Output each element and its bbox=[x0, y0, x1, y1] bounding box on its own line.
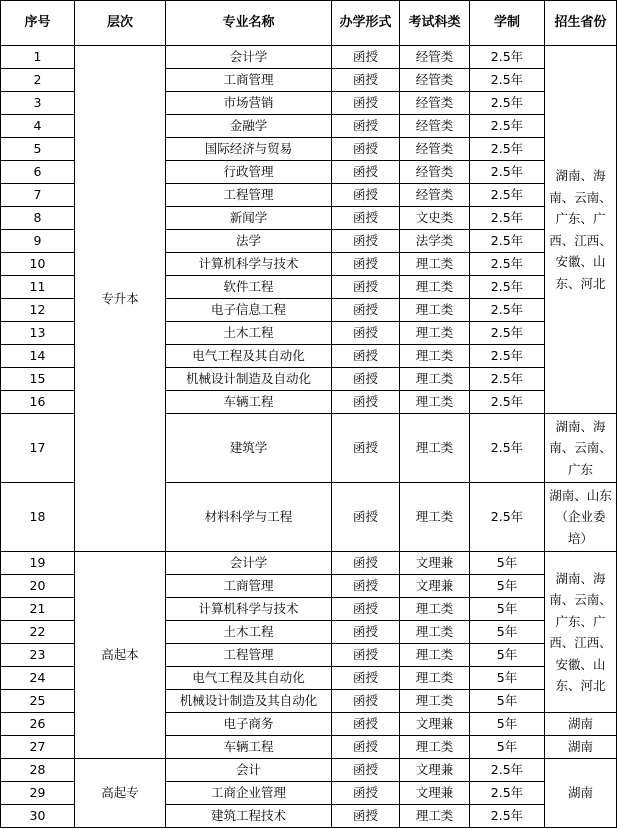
major-name: 材料科学与工程 bbox=[166, 483, 332, 552]
major-name: 金融学 bbox=[166, 115, 332, 138]
exam-category: 理工类 bbox=[400, 805, 470, 828]
major-name: 土木工程 bbox=[166, 621, 332, 644]
major-name: 机械设计制造及自动化 bbox=[166, 368, 332, 391]
exam-category: 理工类 bbox=[400, 414, 470, 483]
exam-category: 理工类 bbox=[400, 644, 470, 667]
level-cell-upgrade: 专升本 bbox=[75, 46, 166, 552]
row-number: 18 bbox=[1, 483, 75, 552]
study-years: 5年 bbox=[470, 621, 545, 644]
provinces-cell: 湖南 bbox=[545, 759, 617, 828]
header-no: 序号 bbox=[1, 1, 75, 46]
row-number: 24 bbox=[1, 667, 75, 690]
table-row bbox=[1, 46, 617, 69]
exam-category: 文理兼 bbox=[400, 713, 470, 736]
major-name: 建筑学 bbox=[166, 414, 332, 483]
study-form: 函授 bbox=[332, 736, 400, 759]
major-name: 电气工程及其自动化 bbox=[166, 667, 332, 690]
row-number: 8 bbox=[1, 207, 75, 230]
exam-category: 文理兼 bbox=[400, 575, 470, 598]
study-years: 5年 bbox=[470, 644, 545, 667]
header-row bbox=[1, 1, 617, 46]
major-name: 车辆工程 bbox=[166, 391, 332, 414]
row-number: 7 bbox=[1, 184, 75, 207]
exam-category: 文理兼 bbox=[400, 759, 470, 782]
major-name: 土木工程 bbox=[166, 322, 332, 345]
row-number: 23 bbox=[1, 644, 75, 667]
row-number: 12 bbox=[1, 299, 75, 322]
major-name: 行政管理 bbox=[166, 161, 332, 184]
study-form: 函授 bbox=[332, 782, 400, 805]
study-form: 函授 bbox=[332, 299, 400, 322]
study-form: 函授 bbox=[332, 92, 400, 115]
study-years: 2.5年 bbox=[470, 207, 545, 230]
header-level: 层次 bbox=[75, 1, 166, 46]
exam-category: 理工类 bbox=[400, 253, 470, 276]
study-years: 2.5年 bbox=[470, 759, 545, 782]
study-years: 2.5年 bbox=[470, 115, 545, 138]
level-cell-high-to-college: 高起专 bbox=[75, 759, 166, 828]
exam-category: 经管类 bbox=[400, 46, 470, 69]
study-years: 5年 bbox=[470, 552, 545, 575]
study-years: 5年 bbox=[470, 736, 545, 759]
row-number: 11 bbox=[1, 276, 75, 299]
exam-category: 理工类 bbox=[400, 667, 470, 690]
study-form: 函授 bbox=[332, 483, 400, 552]
exam-category: 文史类 bbox=[400, 207, 470, 230]
study-years: 5年 bbox=[470, 667, 545, 690]
study-years: 2.5年 bbox=[470, 253, 545, 276]
study-years: 5年 bbox=[470, 690, 545, 713]
row-number: 14 bbox=[1, 345, 75, 368]
row-number: 20 bbox=[1, 575, 75, 598]
row-number: 30 bbox=[1, 805, 75, 828]
study-years: 2.5年 bbox=[470, 299, 545, 322]
major-name: 机械设计制造及其自动化 bbox=[166, 690, 332, 713]
row-number: 26 bbox=[1, 713, 75, 736]
provinces-cell: 湖南 bbox=[545, 736, 617, 759]
major-name: 电气工程及其自动化 bbox=[166, 345, 332, 368]
row-number: 4 bbox=[1, 115, 75, 138]
study-form: 函授 bbox=[332, 345, 400, 368]
header-provinces: 招生省份 bbox=[545, 1, 617, 46]
row-number: 17 bbox=[1, 414, 75, 483]
study-years: 2.5年 bbox=[470, 368, 545, 391]
study-form: 函授 bbox=[332, 713, 400, 736]
major-name: 计算机科学与技术 bbox=[166, 598, 332, 621]
row-number: 27 bbox=[1, 736, 75, 759]
study-form: 函授 bbox=[332, 184, 400, 207]
study-form: 函授 bbox=[332, 253, 400, 276]
row-number: 1 bbox=[1, 46, 75, 69]
exam-category: 经管类 bbox=[400, 138, 470, 161]
major-name: 法学 bbox=[166, 230, 332, 253]
study-form: 函授 bbox=[332, 368, 400, 391]
row-number: 13 bbox=[1, 322, 75, 345]
study-years: 2.5年 bbox=[470, 69, 545, 92]
exam-category: 理工类 bbox=[400, 345, 470, 368]
study-form: 函授 bbox=[332, 414, 400, 483]
study-form: 函授 bbox=[332, 322, 400, 345]
exam-category: 理工类 bbox=[400, 736, 470, 759]
major-name: 新闻学 bbox=[166, 207, 332, 230]
exam-category: 理工类 bbox=[400, 391, 470, 414]
study-years: 2.5年 bbox=[470, 276, 545, 299]
study-years: 2.5年 bbox=[470, 391, 545, 414]
row-number: 25 bbox=[1, 690, 75, 713]
row-number: 28 bbox=[1, 759, 75, 782]
major-name: 电子商务 bbox=[166, 713, 332, 736]
study-form: 函授 bbox=[332, 805, 400, 828]
major-name: 市场营销 bbox=[166, 92, 332, 115]
major-name: 会计学 bbox=[166, 46, 332, 69]
row-number: 9 bbox=[1, 230, 75, 253]
major-name: 计算机科学与技术 bbox=[166, 253, 332, 276]
study-years: 2.5年 bbox=[470, 805, 545, 828]
exam-category: 理工类 bbox=[400, 483, 470, 552]
exam-category: 经管类 bbox=[400, 184, 470, 207]
major-name: 工商企业管理 bbox=[166, 782, 332, 805]
exam-category: 理工类 bbox=[400, 368, 470, 391]
table-row bbox=[1, 759, 617, 782]
study-years: 2.5年 bbox=[470, 46, 545, 69]
exam-category: 法学类 bbox=[400, 230, 470, 253]
study-form: 函授 bbox=[332, 759, 400, 782]
row-number: 19 bbox=[1, 552, 75, 575]
row-number: 29 bbox=[1, 782, 75, 805]
major-name: 电子信息工程 bbox=[166, 299, 332, 322]
study-years: 2.5年 bbox=[470, 230, 545, 253]
major-name: 会计学 bbox=[166, 552, 332, 575]
study-years: 2.5年 bbox=[470, 782, 545, 805]
study-form: 函授 bbox=[332, 69, 400, 92]
study-years: 2.5年 bbox=[470, 483, 545, 552]
study-form: 函授 bbox=[332, 621, 400, 644]
study-years: 2.5年 bbox=[470, 184, 545, 207]
study-form: 函授 bbox=[332, 138, 400, 161]
study-form: 函授 bbox=[332, 644, 400, 667]
study-form: 函授 bbox=[332, 276, 400, 299]
provinces-cell: 湖南、海南、云南、广东 bbox=[545, 414, 617, 483]
exam-category: 理工类 bbox=[400, 276, 470, 299]
exam-category: 理工类 bbox=[400, 322, 470, 345]
study-years: 5年 bbox=[470, 713, 545, 736]
study-years: 2.5年 bbox=[470, 138, 545, 161]
major-name: 建筑工程技术 bbox=[166, 805, 332, 828]
provinces-cell: 湖南、海南、云南、广东、广西、江西、安徽、山东、河北 bbox=[545, 46, 617, 414]
major-name: 工程管理 bbox=[166, 184, 332, 207]
study-years: 2.5年 bbox=[470, 414, 545, 483]
study-form: 函授 bbox=[332, 46, 400, 69]
exam-category: 文理兼 bbox=[400, 782, 470, 805]
exam-category: 理工类 bbox=[400, 299, 470, 322]
row-number: 21 bbox=[1, 598, 75, 621]
study-form: 函授 bbox=[332, 667, 400, 690]
row-number: 5 bbox=[1, 138, 75, 161]
exam-category: 经管类 bbox=[400, 161, 470, 184]
level-cell-high-to-bachelor: 高起本 bbox=[75, 552, 166, 759]
provinces-cell: 湖南、海南、云南、广东、广西、江西、安徽、山东、河北 bbox=[545, 552, 617, 713]
study-years: 5年 bbox=[470, 598, 545, 621]
exam-category: 经管类 bbox=[400, 69, 470, 92]
major-name: 软件工程 bbox=[166, 276, 332, 299]
header-category: 考试科类 bbox=[400, 1, 470, 46]
major-name: 工程管理 bbox=[166, 644, 332, 667]
study-form: 函授 bbox=[332, 207, 400, 230]
study-form: 函授 bbox=[332, 391, 400, 414]
major-name: 车辆工程 bbox=[166, 736, 332, 759]
study-form: 函授 bbox=[332, 230, 400, 253]
exam-category: 经管类 bbox=[400, 92, 470, 115]
study-form: 函授 bbox=[332, 161, 400, 184]
study-years: 2.5年 bbox=[470, 92, 545, 115]
header-years: 学制 bbox=[470, 1, 545, 46]
major-name: 会计 bbox=[166, 759, 332, 782]
major-name: 工商管理 bbox=[166, 575, 332, 598]
major-name: 国际经济与贸易 bbox=[166, 138, 332, 161]
row-number: 3 bbox=[1, 92, 75, 115]
header-form: 办学形式 bbox=[332, 1, 400, 46]
exam-category: 理工类 bbox=[400, 621, 470, 644]
study-form: 函授 bbox=[332, 598, 400, 621]
row-number: 22 bbox=[1, 621, 75, 644]
study-form: 函授 bbox=[332, 690, 400, 713]
exam-category: 经管类 bbox=[400, 115, 470, 138]
study-years: 2.5年 bbox=[470, 161, 545, 184]
study-years: 2.5年 bbox=[470, 345, 545, 368]
study-years: 2.5年 bbox=[470, 322, 545, 345]
header-major: 专业名称 bbox=[166, 1, 332, 46]
row-number: 6 bbox=[1, 161, 75, 184]
exam-category: 文理兼 bbox=[400, 552, 470, 575]
provinces-cell: 湖南、山东（企业委培） bbox=[545, 483, 617, 552]
study-form: 函授 bbox=[332, 575, 400, 598]
row-number: 10 bbox=[1, 253, 75, 276]
row-number: 2 bbox=[1, 69, 75, 92]
provinces-cell: 湖南 bbox=[545, 713, 617, 736]
row-number: 16 bbox=[1, 391, 75, 414]
table-row bbox=[1, 552, 617, 575]
row-number: 15 bbox=[1, 368, 75, 391]
exam-category: 理工类 bbox=[400, 598, 470, 621]
study-years: 5年 bbox=[470, 575, 545, 598]
exam-category: 理工类 bbox=[400, 690, 470, 713]
major-name: 工商管理 bbox=[166, 69, 332, 92]
study-form: 函授 bbox=[332, 115, 400, 138]
study-form: 函授 bbox=[332, 552, 400, 575]
